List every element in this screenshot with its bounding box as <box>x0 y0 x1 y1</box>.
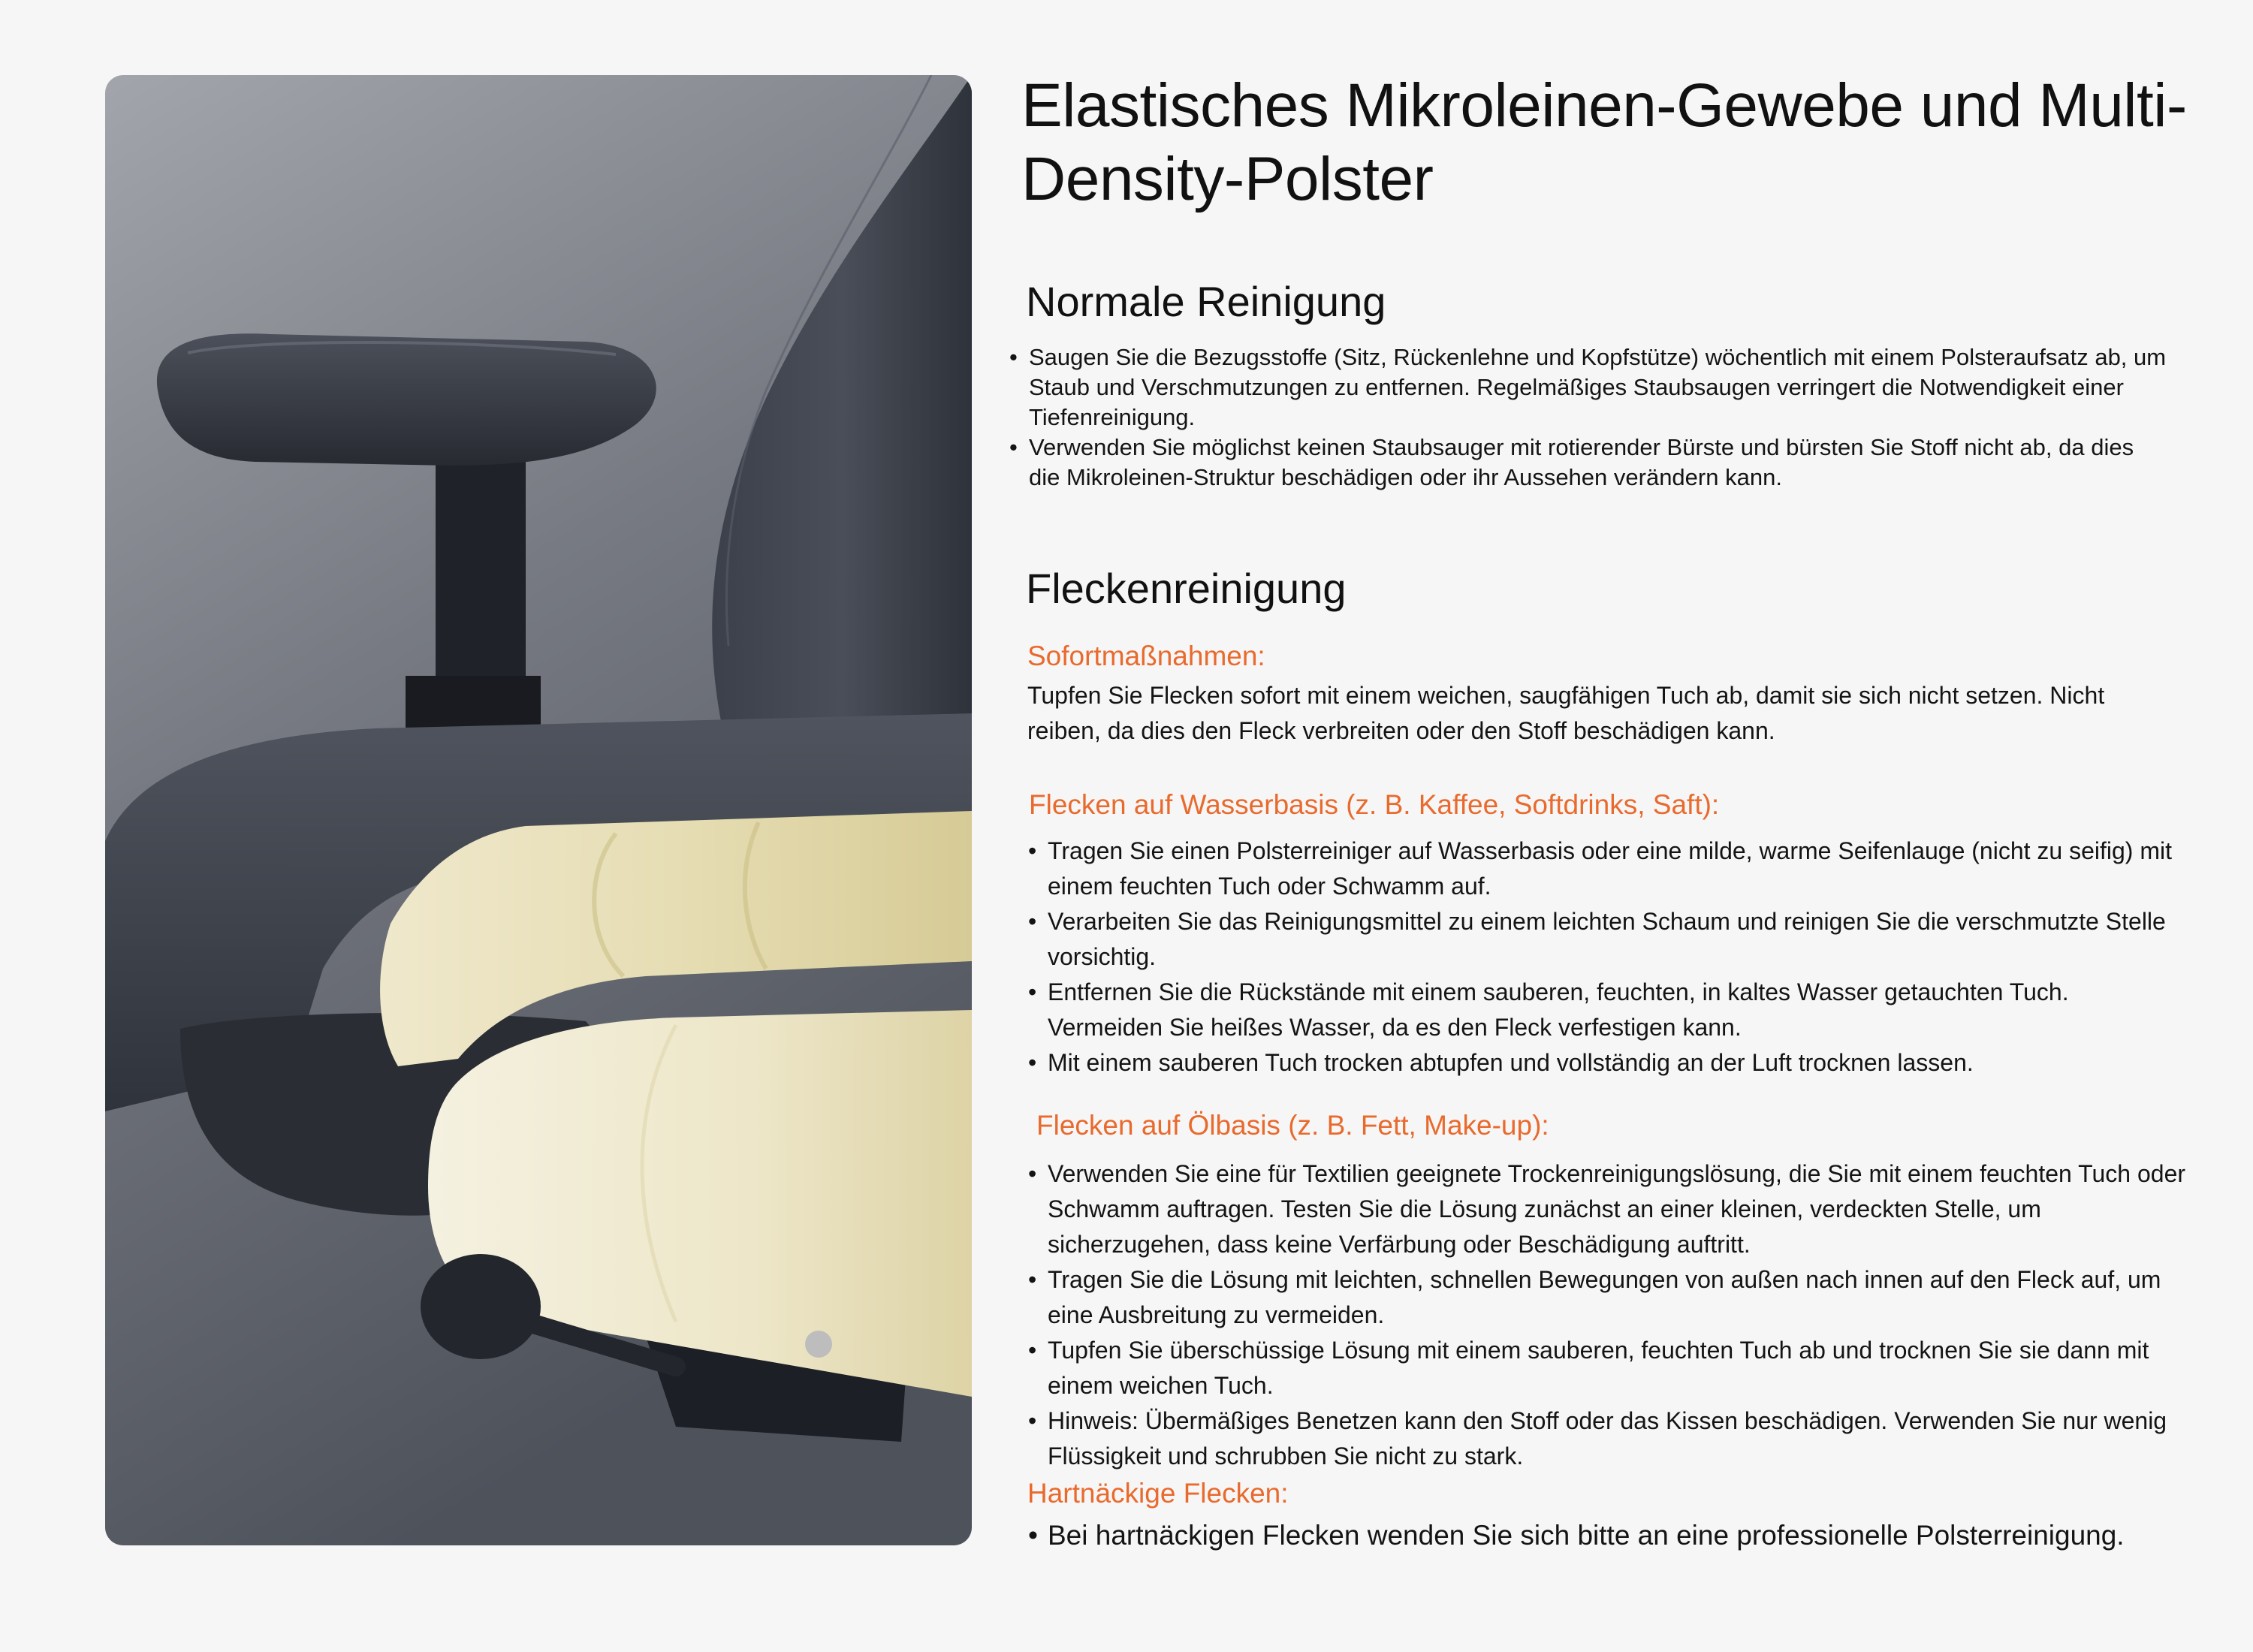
list-item: • Saugen Sie die Bezugsstoffe (Sitz, Rückenlehne und Kopfstütze) wöchentlich mit einem Polsteraufsatz ab, um Staub und Verschmutzungen zu entfernen. Regelmäßiges Staubsaugen verringert die Notwendigkeit einer Tiefenreinigung. <box>1029 342 2170 433</box>
water-based-label: Flecken auf Wasserbasis (z. B. Kaffee, Softdrinks, Saft): <box>1029 789 1720 820</box>
list-item: • Verwenden Sie möglichst keinen Staubsauger mit rotierender Bürste und bürsten Sie Stoff nicht ab, da dies die Mikroleinen-Struktur beschädigen oder ihr Aussehen verändern kann. <box>1029 433 2170 493</box>
stubborn-list <box>1048 1517 2174 1554</box>
water-based-list <box>1048 834 2178 1081</box>
list-item: • Hinweis: Übermäßiges Benetzen kann den Stoff oder das Kissen beschädigen. Verwenden Sie nur wenig Flüssigkeit und schrubben Sie nicht zu stark. <box>1048 1403 2189 1474</box>
oil-based-list <box>1048 1156 2189 1474</box>
normal-cleaning-list <box>1029 342 2170 493</box>
stubborn-label: Hartnäckige Flecken: <box>1027 1478 1289 1509</box>
stain-cleaning-heading: Fleckenreinigung <box>1026 565 1347 612</box>
list-item: • Tragen Sie die Lösung mit leichten, schnellen Bewegungen von außen nach innen auf den Fleck auf, um eine Ausbreitung zu vermeiden. <box>1048 1262 2189 1333</box>
page-title: Elastisches Mikroleinen-Gewebe und Multi-Density-Polster <box>1021 71 2187 213</box>
list-item: • Verarbeiten Sie das Reinigungsmittel zu einem leichten Schaum und reinigen Sie die verschmutzte Stelle vorsichtig. <box>1048 904 2178 975</box>
immediate-label: Sofortmaßnahmen: <box>1027 641 1265 671</box>
text-content <box>1021 69 2193 216</box>
oil-based-label: Flecken auf Ölbasis (z. B. Fett, Make-up): <box>1036 1110 1549 1141</box>
list-item: • Tragen Sie einen Polsterreiniger auf Wasserbasis oder eine milde, warme Seifenlauge (nicht zu seifig) mit einem feuchten Tuch oder Schwamm auf. <box>1048 834 2178 904</box>
immediate-text: Tupfen Sie Flecken sofort mit einem weichen, saugfähigen Tuch ab, damit sie sich nicht setzen. Nicht reiben, da dies den Fleck verbreiten oder den Stoff beschädigen kann. <box>1027 682 2105 744</box>
list-item: • Verwenden Sie eine für Textilien geeignete Trockenreinigungslösung, die Sie mit einem feuchten Tuch oder Schwamm auftragen. Testen Sie die Lösung zunächst an einer kleinen, verdeckten Stelle, um sicherzugehen, dass keine Verfärbung oder Beschädigung auftritt. <box>1048 1156 2189 1262</box>
list-item: • Bei hartnäckigen Flecken wenden Sie sich bitte an eine professionelle Polsterreinigung. <box>1048 1517 2174 1554</box>
list-item: • Mit einem sauberen Tuch trocken abtupfen und vollständig an der Luft trocknen lassen. <box>1048 1045 2178 1081</box>
list-item: • Entfernen Sie die Rückstände mit einem sauberen, feuchten, in kaltes Wasser getauchten Tuch. Vermeiden Sie heißes Wasser, da es den Fleck verfestigen kann. <box>1048 975 2178 1045</box>
product-image <box>105 75 972 1545</box>
chair-illustration <box>105 75 972 1545</box>
normal-cleaning-heading: Normale Reinigung <box>1026 278 1386 325</box>
list-item: • Tupfen Sie überschüssige Lösung mit einem sauberen, feuchten Tuch ab und trocknen Sie sie dann mit einem weichen Tuch. <box>1048 1333 2189 1403</box>
